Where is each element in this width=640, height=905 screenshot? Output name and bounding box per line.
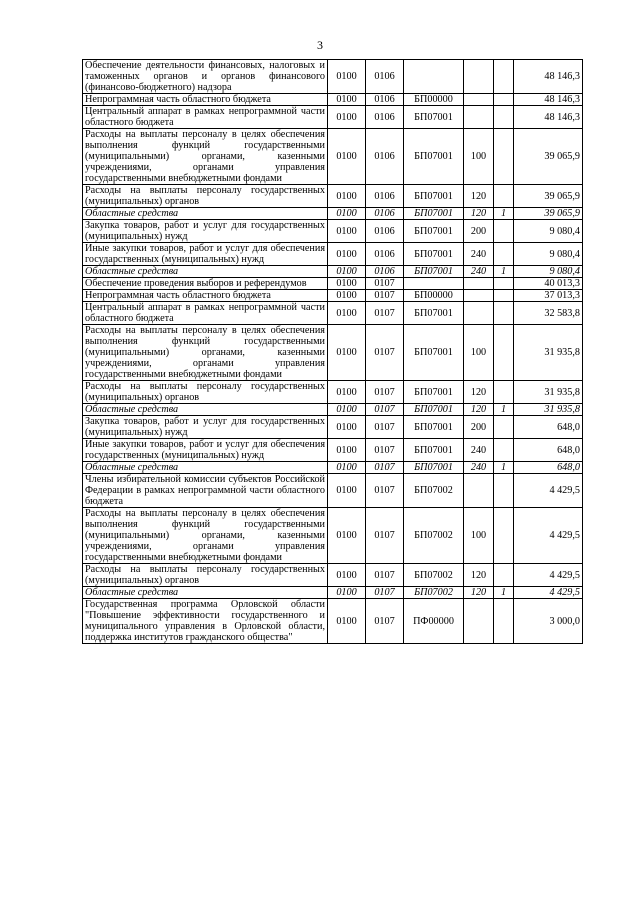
cell-amount: 39 065,9 (514, 208, 583, 220)
cell-subsection: 0107 (366, 599, 404, 644)
cell-section: 0100 (328, 266, 366, 278)
cell-name: Иные закупки товаров, работ и услуг для обеспечения государственных (муниципальных) нужд (83, 439, 328, 462)
cell-funding-source: 1 (494, 266, 514, 278)
cell-target-article (404, 278, 464, 290)
cell-subsection: 0107 (366, 381, 404, 404)
cell-name: Обеспечение проведения выборов и референдумов (83, 278, 328, 290)
cell-target-article: БП07002 (404, 474, 464, 508)
cell-subsection: 0107 (366, 404, 404, 416)
cell-funding-source (494, 94, 514, 106)
cell-target-article: БП07001 (404, 220, 464, 243)
cell-expense-type (464, 94, 494, 106)
cell-funding-source (494, 599, 514, 644)
cell-target-article: БП00000 (404, 94, 464, 106)
cell-section: 0100 (328, 587, 366, 599)
cell-name: Областные средства (83, 462, 328, 474)
cell-name: Государственная программа Орловской области "Повышение эффективности государственного и муниципального управления в Орловской области, поддержка институтов гражданского общества" (83, 599, 328, 644)
cell-name: Расходы на выплаты персоналу в целях обеспечения выполнения функций государственными (муниципальными) органами, казенными учреждениями, органами управления государственными внебюджетными фондами (83, 325, 328, 381)
cell-amount: 4 429,5 (514, 564, 583, 587)
cell-name: Закупка товаров, работ и услуг для государственных (муниципальных) нужд (83, 220, 328, 243)
table-row (83, 302, 583, 325)
cell-expense-type: 200 (464, 416, 494, 439)
cell-amount: 37 013,3 (514, 290, 583, 302)
cell-name: Иные закупки товаров, работ и услуг для обеспечения государственных (муниципальных) нужд (83, 243, 328, 266)
table-row (83, 416, 583, 439)
cell-amount: 48 146,3 (514, 60, 583, 94)
cell-amount: 9 080,4 (514, 220, 583, 243)
cell-funding-source (494, 416, 514, 439)
cell-section: 0100 (328, 208, 366, 220)
cell-expense-type (464, 302, 494, 325)
cell-amount: 31 935,8 (514, 404, 583, 416)
budget-table-body (83, 60, 583, 644)
cell-funding-source (494, 290, 514, 302)
cell-section: 0100 (328, 243, 366, 266)
cell-subsection: 0106 (366, 185, 404, 208)
table-row (83, 278, 583, 290)
cell-subsection: 0106 (366, 129, 404, 185)
cell-subsection: 0107 (366, 462, 404, 474)
cell-name: Центральный аппарат в рамках непрограммной части областного бюджета (83, 106, 328, 129)
cell-subsection: 0106 (366, 94, 404, 106)
cell-expense-type: 200 (464, 220, 494, 243)
cell-subsection: 0106 (366, 266, 404, 278)
table-row (83, 185, 583, 208)
cell-funding-source: 1 (494, 208, 514, 220)
cell-amount: 31 935,8 (514, 381, 583, 404)
cell-name: Областные средства (83, 404, 328, 416)
page-number: 3 (317, 38, 323, 52)
table-row (83, 381, 583, 404)
cell-expense-type: 120 (464, 381, 494, 404)
cell-subsection: 0106 (366, 208, 404, 220)
cell-expense-type (464, 474, 494, 508)
table-row (83, 208, 583, 220)
cell-funding-source: 1 (494, 587, 514, 599)
cell-subsection: 0107 (366, 278, 404, 290)
cell-target-article: БП07001 (404, 404, 464, 416)
cell-expense-type (464, 290, 494, 302)
cell-target-article: БП07001 (404, 439, 464, 462)
cell-amount: 648,0 (514, 462, 583, 474)
cell-target-article: БП07001 (404, 462, 464, 474)
cell-amount: 4 429,5 (514, 474, 583, 508)
cell-funding-source (494, 381, 514, 404)
cell-name: Расходы на выплаты персоналу государственных (муниципальных) органов (83, 381, 328, 404)
table-row (83, 404, 583, 416)
cell-subsection: 0106 (366, 60, 404, 94)
cell-name: Расходы на выплаты персоналу в целях обеспечения выполнения функций государственными (муниципальными) органами, казенными учреждениями, органами управления государственными внебюджетными фондами (83, 129, 328, 185)
cell-subsection: 0107 (366, 474, 404, 508)
cell-expense-type: 120 (464, 564, 494, 587)
table-row (83, 599, 583, 644)
cell-name: Расходы на выплаты персоналу в целях обеспечения выполнения функций государственными (муниципальными) органами, казенными учреждениями, органами управления государственными внебюджетными фондами (83, 508, 328, 564)
table-row (83, 60, 583, 94)
table-row (83, 94, 583, 106)
cell-target-article (404, 60, 464, 94)
cell-target-article: БП07001 (404, 208, 464, 220)
cell-expense-type: 120 (464, 587, 494, 599)
cell-expense-type (464, 60, 494, 94)
cell-amount: 9 080,4 (514, 243, 583, 266)
cell-subsection: 0107 (366, 508, 404, 564)
cell-subsection: 0106 (366, 106, 404, 129)
cell-amount: 32 583,8 (514, 302, 583, 325)
cell-target-article: БП07001 (404, 243, 464, 266)
cell-name: Непрограммная часть областного бюджета (83, 94, 328, 106)
cell-subsection: 0107 (366, 587, 404, 599)
cell-amount: 39 065,9 (514, 129, 583, 185)
cell-name: Расходы на выплаты персоналу государственных (муниципальных) органов (83, 185, 328, 208)
table-row (83, 290, 583, 302)
cell-section: 0100 (328, 599, 366, 644)
cell-target-article: БП07002 (404, 564, 464, 587)
cell-amount: 48 146,3 (514, 94, 583, 106)
cell-amount: 4 429,5 (514, 508, 583, 564)
cell-target-article: БП07001 (404, 106, 464, 129)
cell-amount: 3 000,0 (514, 599, 583, 644)
cell-expense-type: 240 (464, 462, 494, 474)
cell-name: Члены избирательной комиссии субъектов Российской Федерации в рамках непрограммной части областного бюджета (83, 474, 328, 508)
cell-expense-type: 120 (464, 404, 494, 416)
cell-name: Закупка товаров, работ и услуг для государственных (муниципальных) нужд (83, 416, 328, 439)
cell-amount: 648,0 (514, 416, 583, 439)
budget-table (82, 59, 583, 644)
cell-section: 0100 (328, 94, 366, 106)
cell-target-article: БП00000 (404, 290, 464, 302)
table-row (83, 129, 583, 185)
cell-amount: 648,0 (514, 439, 583, 462)
cell-subsection: 0107 (366, 325, 404, 381)
cell-target-article: БП07001 (404, 381, 464, 404)
cell-expense-type: 240 (464, 243, 494, 266)
cell-funding-source (494, 564, 514, 587)
cell-amount: 31 935,8 (514, 325, 583, 381)
cell-target-article: ПФ00000 (404, 599, 464, 644)
cell-funding-source (494, 439, 514, 462)
cell-funding-source: 1 (494, 462, 514, 474)
cell-name: Расходы на выплаты персоналу государственных (муниципальных) органов (83, 564, 328, 587)
cell-amount: 4 429,5 (514, 587, 583, 599)
cell-name: Непрограммная часть областного бюджета (83, 290, 328, 302)
cell-expense-type: 100 (464, 325, 494, 381)
cell-target-article: БП07001 (404, 416, 464, 439)
cell-section: 0100 (328, 325, 366, 381)
table-row (83, 266, 583, 278)
cell-funding-source (494, 508, 514, 564)
cell-amount: 39 065,9 (514, 185, 583, 208)
cell-section: 0100 (328, 564, 366, 587)
cell-target-article: БП07001 (404, 325, 464, 381)
cell-subsection: 0107 (366, 290, 404, 302)
cell-section: 0100 (328, 185, 366, 208)
cell-funding-source (494, 243, 514, 266)
table-row (83, 474, 583, 508)
cell-section: 0100 (328, 278, 366, 290)
cell-funding-source (494, 474, 514, 508)
cell-name: Областные средства (83, 587, 328, 599)
cell-funding-source: 1 (494, 404, 514, 416)
cell-name: Областные средства (83, 266, 328, 278)
table-row (83, 106, 583, 129)
cell-expense-type (464, 106, 494, 129)
table-row (83, 564, 583, 587)
cell-section: 0100 (328, 508, 366, 564)
cell-target-article: БП07002 (404, 508, 464, 564)
cell-section: 0100 (328, 106, 366, 129)
cell-expense-type (464, 278, 494, 290)
cell-amount: 48 146,3 (514, 106, 583, 129)
cell-section: 0100 (328, 60, 366, 94)
table-row (83, 220, 583, 243)
cell-funding-source (494, 185, 514, 208)
cell-subsection: 0107 (366, 302, 404, 325)
cell-subsection: 0106 (366, 220, 404, 243)
cell-funding-source (494, 325, 514, 381)
cell-expense-type: 120 (464, 208, 494, 220)
cell-section: 0100 (328, 416, 366, 439)
cell-funding-source (494, 278, 514, 290)
cell-target-article: БП07001 (404, 266, 464, 278)
cell-subsection: 0107 (366, 416, 404, 439)
table-row (83, 462, 583, 474)
cell-section: 0100 (328, 381, 366, 404)
cell-subsection: 0107 (366, 564, 404, 587)
cell-target-article: БП07001 (404, 185, 464, 208)
cell-subsection: 0107 (366, 439, 404, 462)
cell-expense-type: 120 (464, 185, 494, 208)
cell-target-article: БП07001 (404, 129, 464, 185)
cell-target-article: БП07002 (404, 587, 464, 599)
cell-name: Обеспечение деятельности финансовых, налоговых и таможенных органов и органов финансового (финансово-бюджетного) надзора (83, 60, 328, 94)
cell-funding-source (494, 60, 514, 94)
cell-expense-type: 240 (464, 439, 494, 462)
table-row (83, 325, 583, 381)
cell-section: 0100 (328, 462, 366, 474)
cell-subsection: 0106 (366, 243, 404, 266)
cell-funding-source (494, 106, 514, 129)
cell-funding-source (494, 129, 514, 185)
table-row (83, 587, 583, 599)
cell-section: 0100 (328, 290, 366, 302)
cell-section: 0100 (328, 220, 366, 243)
cell-amount: 9 080,4 (514, 266, 583, 278)
cell-amount: 40 013,3 (514, 278, 583, 290)
cell-expense-type: 100 (464, 508, 494, 564)
cell-expense-type (464, 599, 494, 644)
cell-expense-type: 100 (464, 129, 494, 185)
cell-section: 0100 (328, 439, 366, 462)
cell-name: Областные средства (83, 208, 328, 220)
cell-section: 0100 (328, 404, 366, 416)
cell-funding-source (494, 302, 514, 325)
table-row (83, 439, 583, 462)
cell-section: 0100 (328, 474, 366, 508)
table-row (83, 243, 583, 266)
cell-expense-type: 240 (464, 266, 494, 278)
table-row (83, 508, 583, 564)
cell-section: 0100 (328, 302, 366, 325)
cell-funding-source (494, 220, 514, 243)
cell-name: Центральный аппарат в рамках непрограммной части областного бюджета (83, 302, 328, 325)
cell-section: 0100 (328, 129, 366, 185)
cell-target-article: БП07001 (404, 302, 464, 325)
